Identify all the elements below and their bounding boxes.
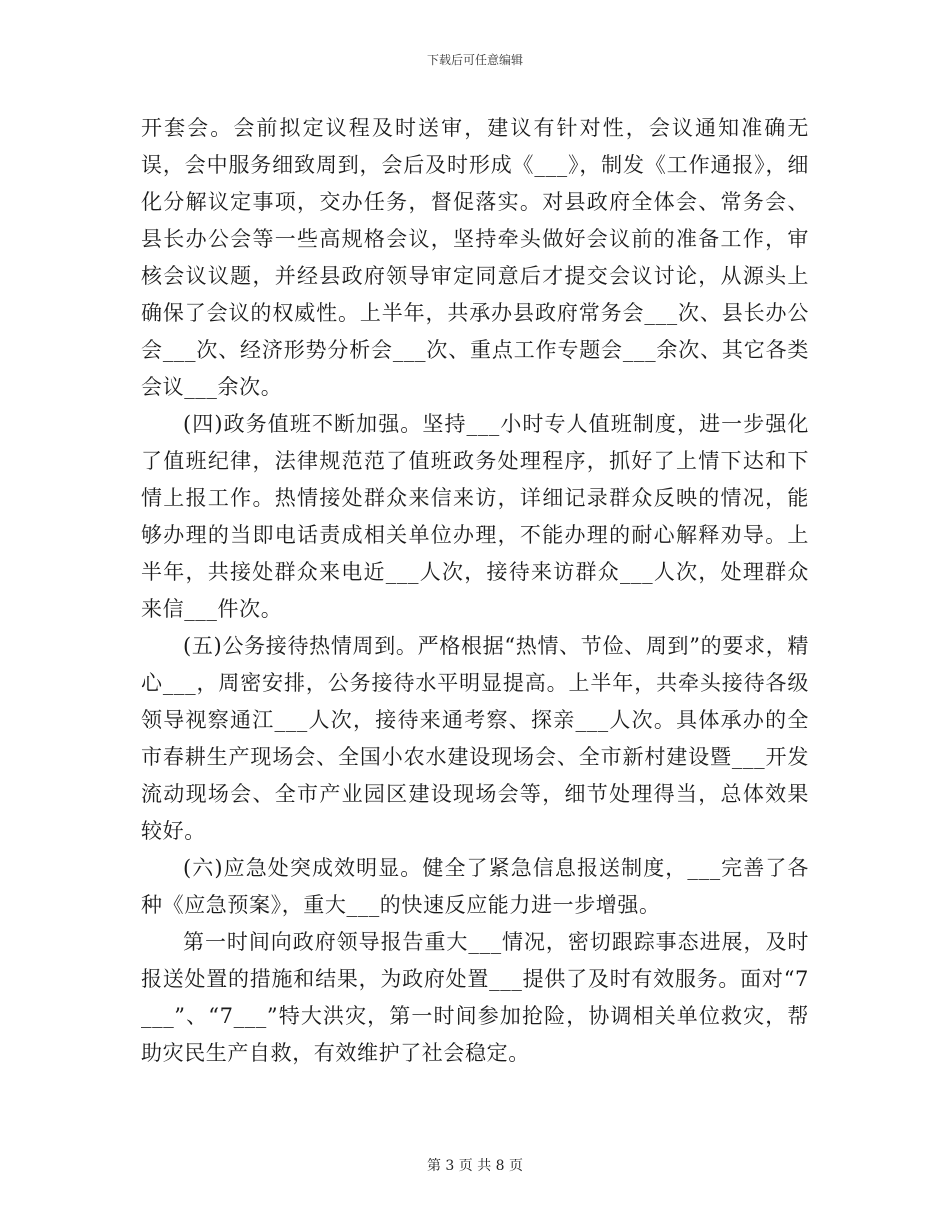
paragraph-meeting-service: 开套会。会前拟定议程及时送审，建议有针对性，会议通知准确无误，会中服务细致周到，会后及时形成《___》，制发《工作通报》，细化分解议定事项，交办任务，督促落实。对县政府全体会、常务会、县长办公会等一些高规格会议，坚持牵头做好会议前的准备工作，审核会议议题，并经县政府领导审定同意后才提交会议讨论，从源头上确保了会议的权威性。上半年，共承办县政府常务会___次、县长办公会___次、经济形势分析会___次、重点工作专题会___余次、其它各类会议___余次。 [141, 116, 809, 399]
document-body [141, 110, 809, 1072]
page-number: 第 3 页 共 8 页 [426, 1158, 524, 1174]
paragraph-emergency-response: (六)应急处突成效明显。健全了紧急信息报送制度，___完善了各种《应急预案》，重大___的快速反应能力进一步增强。 [141, 856, 809, 917]
page-header: 下载后可任意编辑 [426, 53, 523, 67]
paragraph-duty-shift: (四)政务值班不断加强。坚持___小时专人值班制度，进一步强化了值班纪律，法律规范范了值班政务处理程序，抓好了上情下达和下情上报工作。热情接处群众来信来访，详细记录群众反映的情况，能够办理的当即电话责成相关单位办理，不能办理的耐心解释劝导。上半年，共接处群众来电近___人次，接待来访群众___人次，处理群众来信___件次。 [141, 412, 809, 621]
paragraph-emergency-details: 第一时间向政府领导报告重大___情况，密切跟踪事态进展，及时报送处置的措施和结果，为政府处置___提供了及时有效服务。面对“7___”、“7___”特大洪灾，第一时间参加抢险，协调相关单位救灾，帮助灾民生产自救，有效维护了社会稳定。 [141, 930, 809, 1065]
paragraph-official-reception: (五)公务接待热情周到。严格根据“热情、节俭、周到”的要求，精心___，周密安排，公务接待水平明显提高。上半年，共牵头接待各级领导视察通江___人次，接待来通考察、探亲___人次。具体承办的全市春耕生产现场会、全国小农水建设现场会、全市新村建设暨___开发流动现场会、全市产业园区建设现场会等，细节处理得当，总体效果较好。 [141, 634, 809, 843]
